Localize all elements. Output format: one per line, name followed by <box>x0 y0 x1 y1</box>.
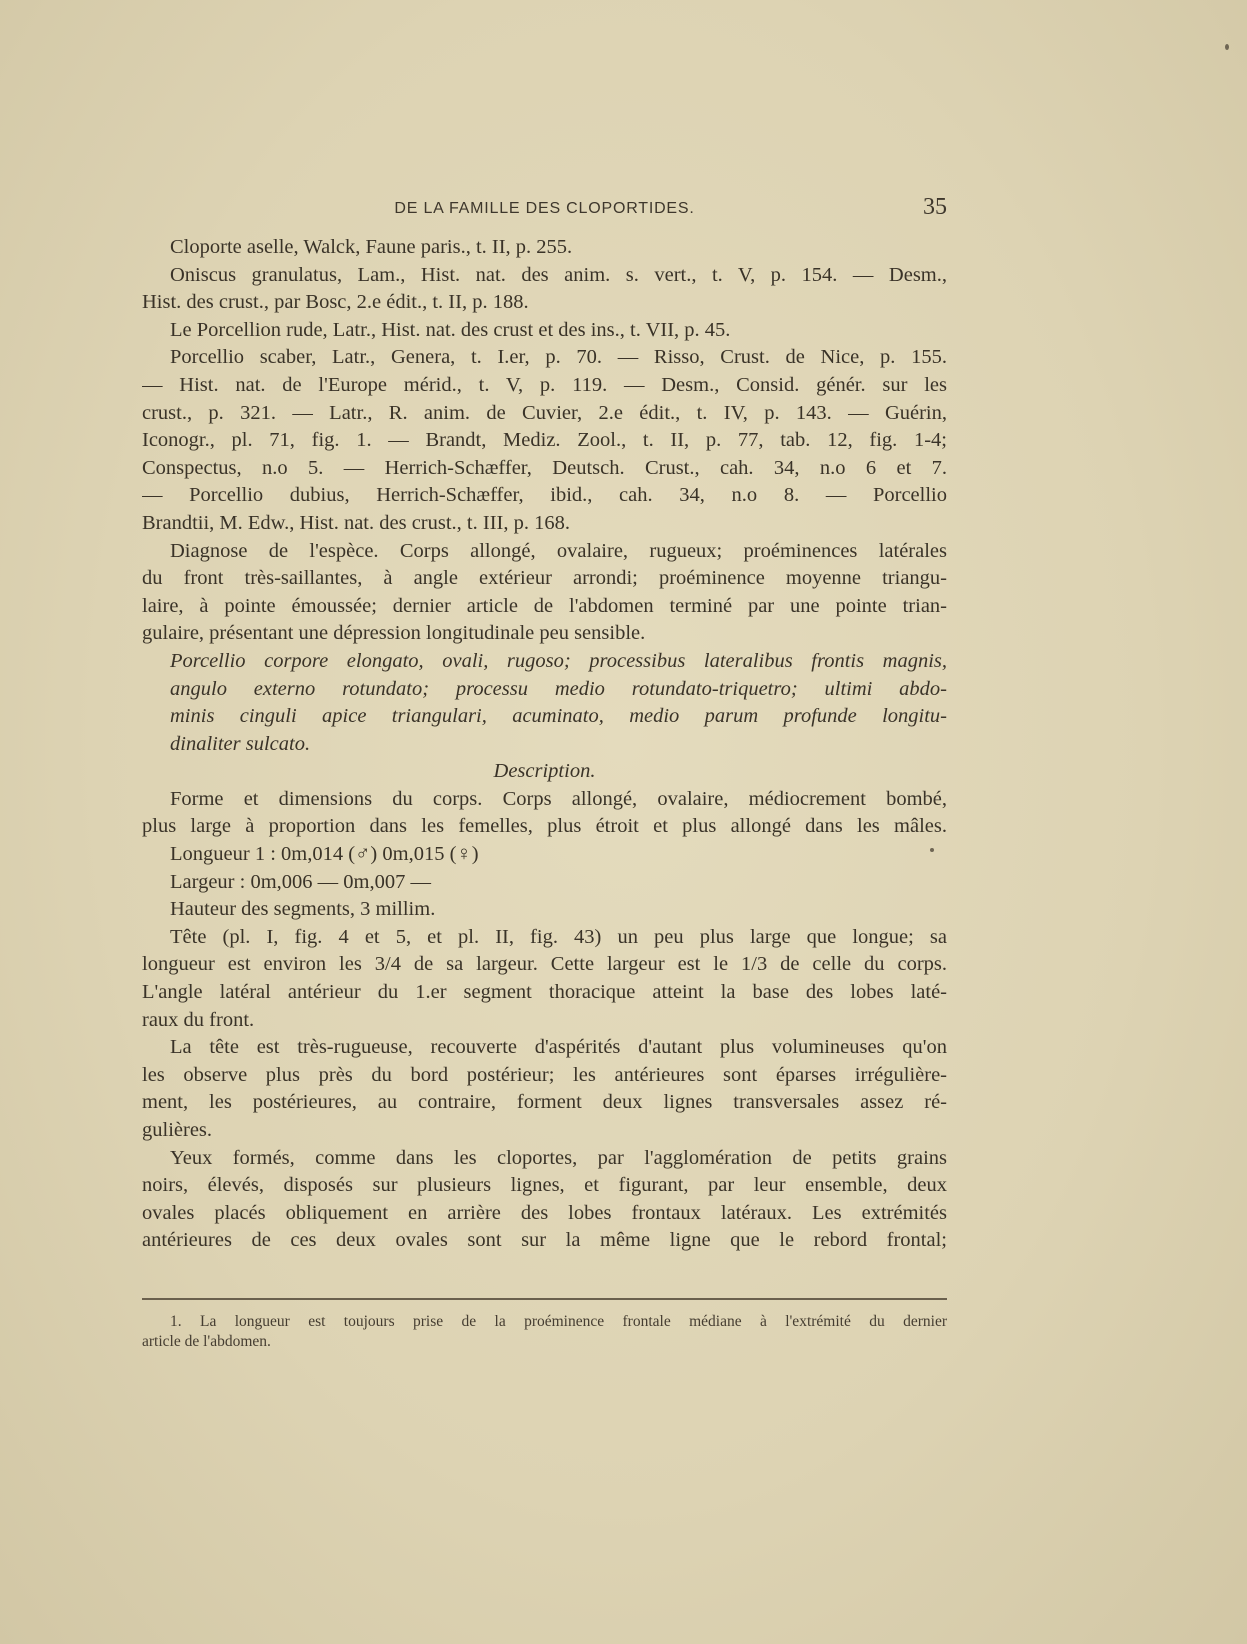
text-line: — Porcellio dubius, Herrich-Schæffer, ibid., cah. 34, n.o 8. — Porcellio <box>142 484 947 507</box>
text-line: plus large à proportion dans les femelles, plus étroit et plus allongé dans les mâles. <box>142 815 947 838</box>
text-line: gulaire, présentant une dépression longitudinale peu sensible. <box>142 622 646 645</box>
paper-speck <box>1225 44 1229 50</box>
text-line: laire, à pointe émoussée; dernier article de l'abdomen terminé par une pointe trian- <box>142 594 947 617</box>
footnote-line: article de l'abdomen. <box>142 1332 271 1350</box>
text-line: Conspectus, n.o 5. — Herrich-Schæffer, Deutsch. Crust., cah. 34, n.o 6 et 7. <box>142 456 947 479</box>
text-line: Description. <box>493 760 596 783</box>
text-line: Oniscus granulatus, Lam., Hist. nat. des anim. s. vert., t. V, p. 154. — Desm., <box>170 263 947 286</box>
text-line: Yeux formés, comme dans les cloportes, par l'agglomération de petits grains <box>170 1146 947 1169</box>
text-line: Porcellio corpore elongato, ovali, rugoso; processibus lateralibus frontis magnis, <box>170 649 947 672</box>
text-line: Hauteur des segments, 3 millim. <box>170 898 436 921</box>
text-line: L'angle latéral antérieur du 1.er segment thoracique atteint la base des lobes laté- <box>142 981 947 1004</box>
text-line: raux du front. <box>142 1008 255 1031</box>
text-line: longueur est environ les 3/4 de sa largeur. Cette largeur est le 1/3 de celle du corps. <box>142 953 947 976</box>
text-line: Longueur 1 : 0m,014 (♂) 0m,015 (♀) <box>170 843 479 866</box>
running-head: DE LA FAMILLE DES CLOPORTIDES. <box>394 200 695 217</box>
text-line: Tête (pl. I, fig. 4 et 5, et pl. II, fig. 43) un peu plus large que longue; sa <box>170 925 947 948</box>
text-line: — Hist. nat. de l'Europe mérid., t. V, p. 119. — Desm., Consid. génér. sur les <box>142 373 947 396</box>
text-line: Porcellio scaber, Latr., Genera, t. I.er, p. 70. — Risso, Crust. de Nice, p. 155. <box>170 346 947 369</box>
footnote-rule <box>142 1298 947 1300</box>
text-line: noirs, élevés, disposés sur plusieurs lignes, et figurant, par leur ensemble, deux <box>142 1174 947 1197</box>
text-line: gulières. <box>142 1119 213 1141</box>
text-line: ovales placés obliquement en arrière des lobes frontaux latéraux. Les extrémités <box>142 1201 947 1224</box>
text-line: Iconogr., pl. 71, fig. 1. — Brandt, Mediz. Zool., t. II, p. 77, tab. 12, fig. 1-4; <box>142 429 947 452</box>
text-line: La tête est très-rugueuse, recouverte d'aspérités d'autant plus volumineuses qu'on <box>170 1036 947 1059</box>
body-text <box>142 234 947 1255</box>
text-line: minis cinguli apice triangulari, acuminato, medio parum profunde longitu- <box>170 705 947 728</box>
footnote-line: 1. La longueur est toujours prise de la proéminence frontale médiane à l'extrémité du dernier <box>170 1312 947 1330</box>
footnote <box>142 1298 947 1352</box>
page-number: 35 <box>923 194 947 220</box>
text-line: Le Porcellion rude, Latr., Hist. nat. des crust et des ins., t. VII, p. 45. <box>170 318 731 341</box>
text-line: Diagnose de l'espèce. Corps allongé, ovalaire, rugueux; proéminences latérales <box>170 539 947 562</box>
text-line: du front très-saillantes, à angle extérieur arrondi; proéminence moyenne triangu- <box>142 567 947 590</box>
text-line: les observe plus près du bord postérieur; les antérieures sont éparses irrégulière- <box>142 1063 947 1086</box>
text-line: Hist. des crust., par Bosc, 2.e édit., t. II, p. 188. <box>142 291 529 314</box>
paper-speck <box>930 848 934 852</box>
text-line: angulo externo rotundato; processu medio rotundato-triquetro; ultimi abdo- <box>170 677 947 700</box>
text-line: Largeur : 0m,006 — 0m,007 — <box>170 870 431 893</box>
text-line: ment, les postérieures, au contraire, forment deux lignes transversales assez ré- <box>142 1091 947 1114</box>
text-line: Forme et dimensions du corps. Corps allongé, ovalaire, médiocrement bombé, <box>170 787 947 810</box>
page-header <box>142 196 947 226</box>
text-line: Brandtii, M. Edw., Hist. nat. des crust., t. III, p. 168. <box>142 511 570 534</box>
text-line: antérieures de ces deux ovales sont sur la même ligne que le rebord frontal; <box>142 1229 947 1252</box>
text-line: crust., p. 321. — Latr., R. anim. de Cuvier, 2.e édit., t. IV, p. 143. — Guérin, <box>142 401 947 424</box>
text-line: Cloporte aselle, Walck, Faune paris., t. II, p. 255. <box>170 236 573 258</box>
text-line: dinaliter sulcato. <box>170 732 311 755</box>
